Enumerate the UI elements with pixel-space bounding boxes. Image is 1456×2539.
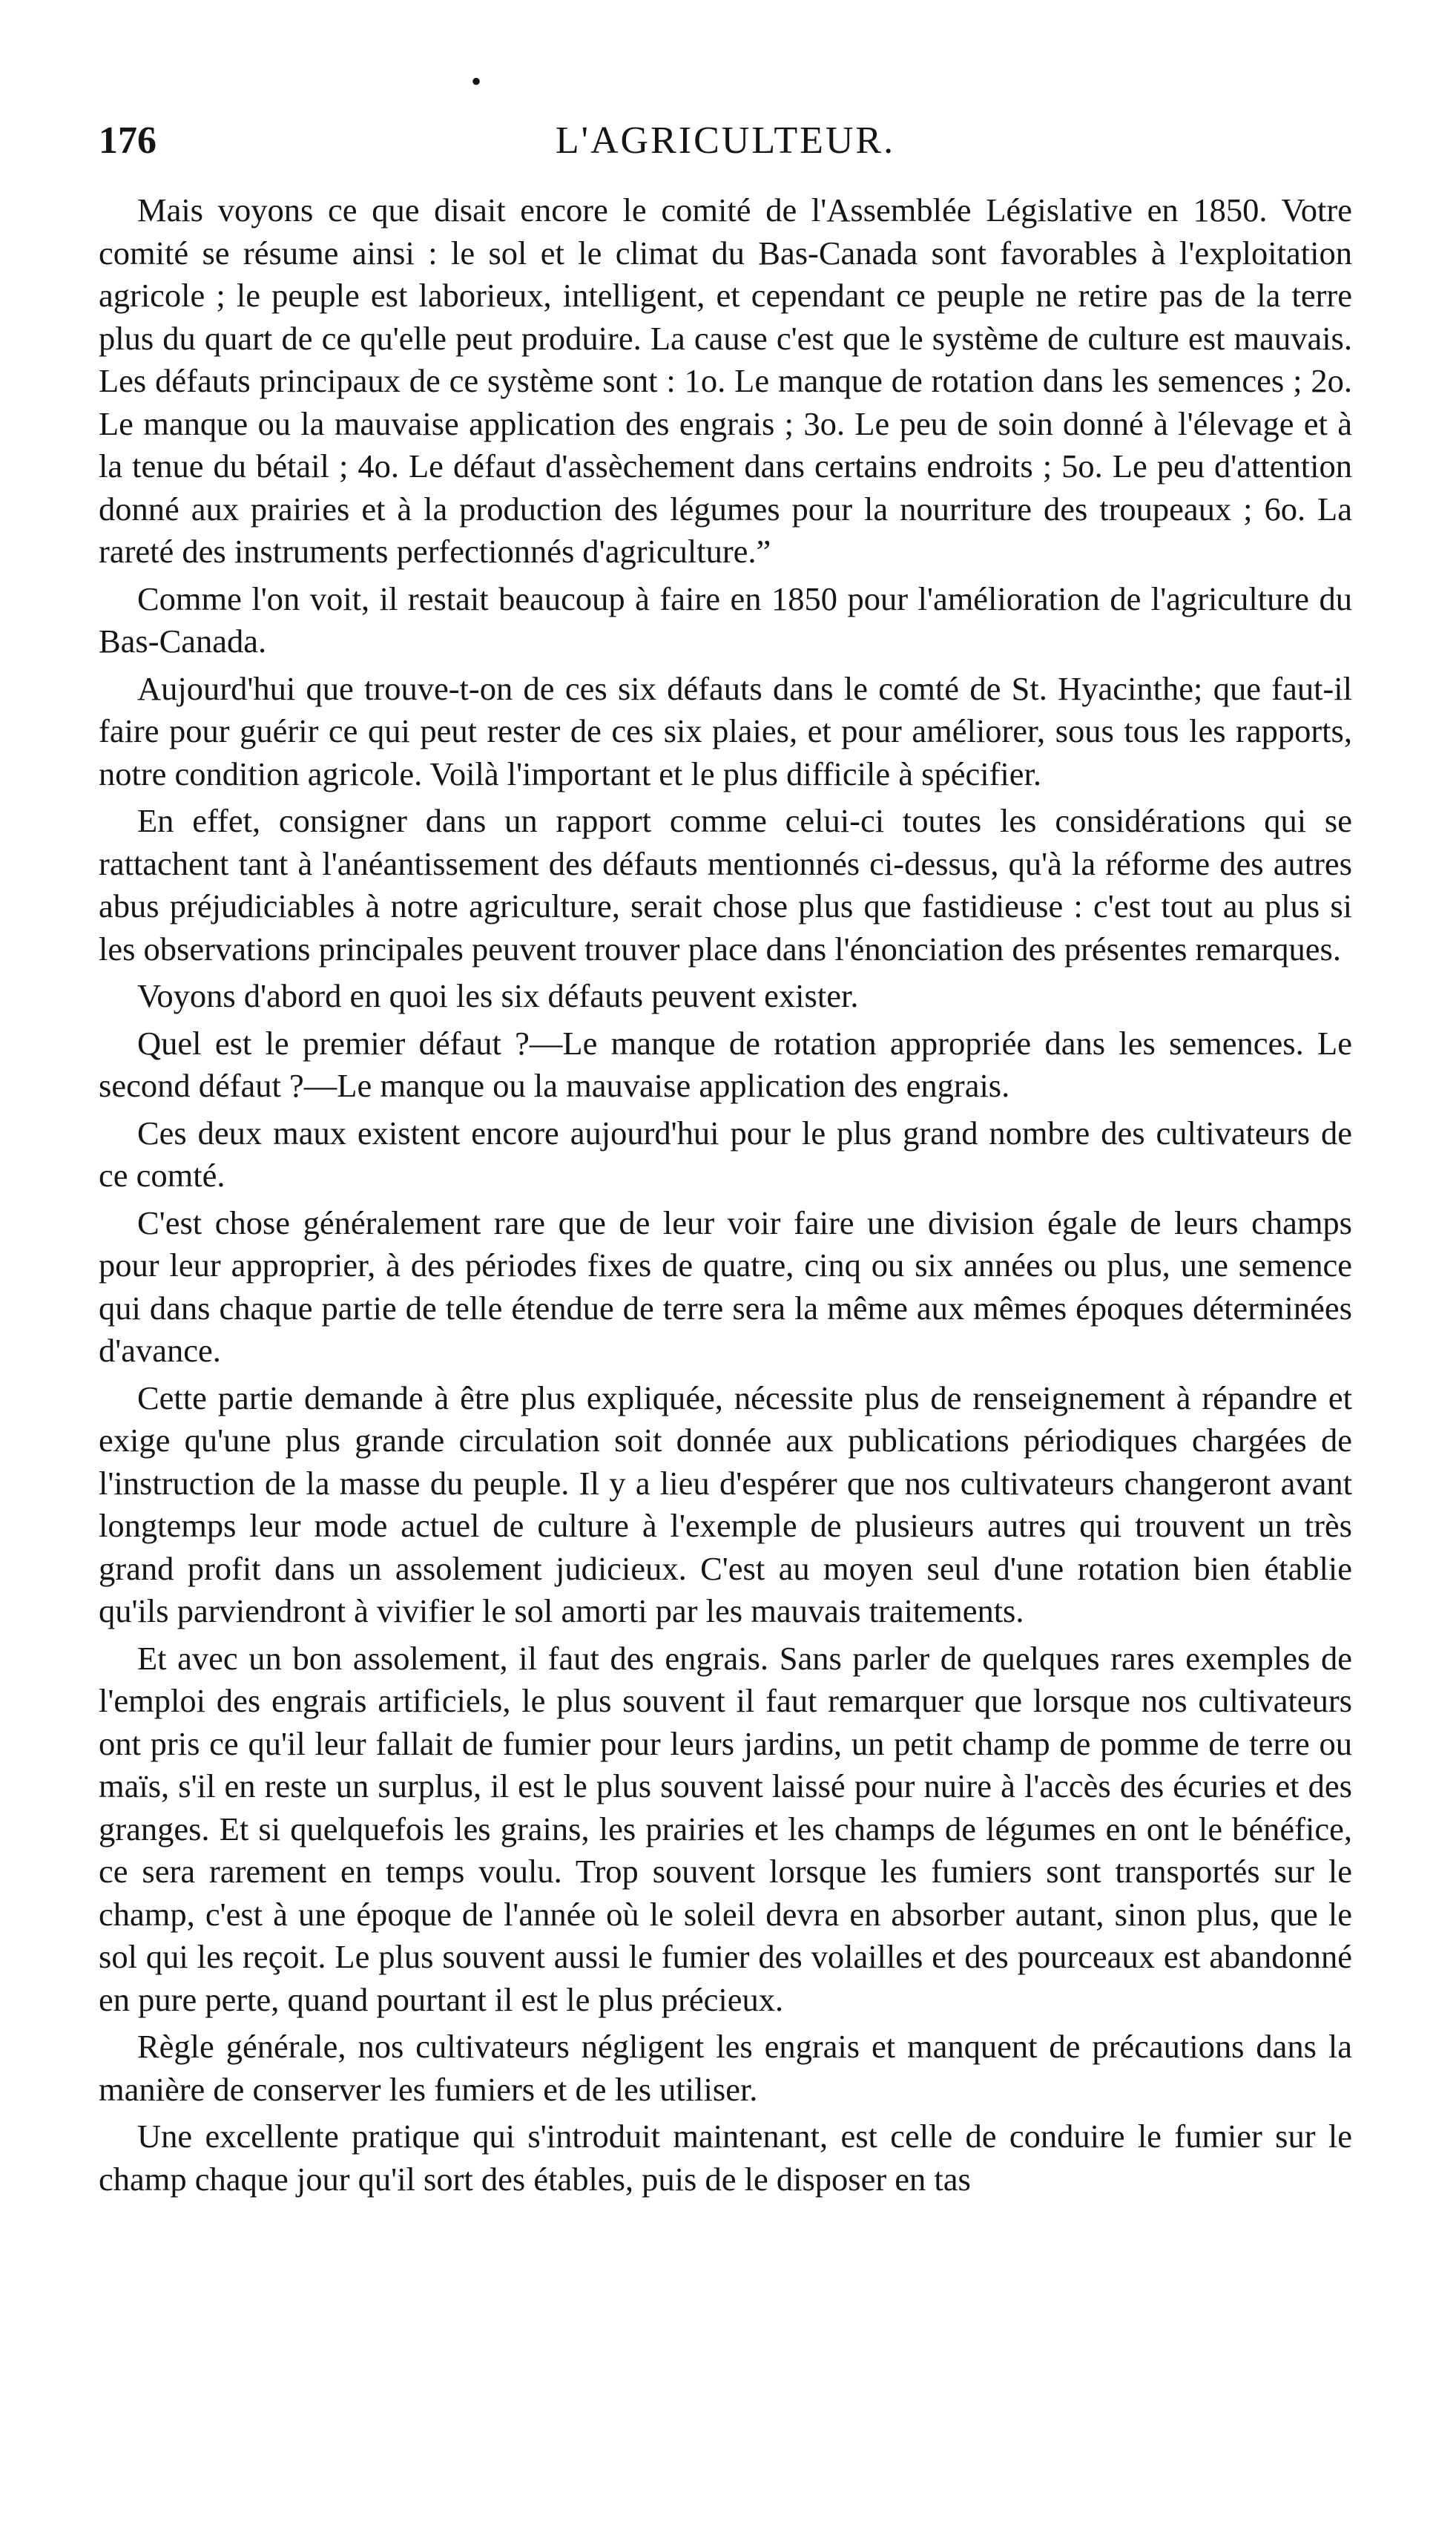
paragraph: Quel est le premier défaut ?—Le manque de rotation appropriée dans les semences. Le second défaut ?—Le manque ou la mauvaise application des engrais. — [99, 1024, 1352, 1104]
paragraph: Et avec un bon assolement, il faut des engrais. Sans parler de quelques rares exemples de l'emploi des engrais artificiels, le plus souvent il faut remarquer que lorsque nos cultivateurs ont pris ce qu'il leur fallait de fumier pour leurs jardins, un petit champ de pomme de terre ou maïs, s'il en reste un surplus, il est le plus souvent laissé pour nuire à l'accès des écuries et des granges. Et si quelquefois les grains, les prairies et les champs de légumes en ont le bénéfice, ce sera rarement en temps voulu. Trop souvent lorsque les fumiers sont transportés sur le champ, c'est à une époque de l'année où le soleil devra en absorber autant, sinon plus, que le sol qui les reçoit. Le plus souvent aussi le fumier des volailles et des pourceaux est abandonné en pure perte, quand pourtant il est le plus précieux. — [99, 1639, 1352, 2018]
paragraph: Règle générale, nos cultivateurs négligent les engrais et manquent de précautions dans la manière de conserver les fumiers et de les utiliser. — [99, 2028, 1352, 2108]
page-marker: • — [471, 65, 482, 98]
page-header — [99, 111, 1352, 171]
paragraph: Comme l'on voit, il restait beaucoup à faire en 1850 pour l'amélioration de l'agriculture du Bas-Canada. — [99, 579, 1352, 660]
paragraph: Voyons d'abord en quoi les six défauts peuvent exister. — [137, 977, 859, 1014]
running-title: L'AGRICULTEUR. — [555, 119, 896, 162]
page-body — [99, 189, 1352, 2205]
paragraph: Ces deux maux existent encore aujourd'hui pour le plus grand nombre des cultivateurs de ce comté. — [99, 1114, 1352, 1194]
paragraph: En effet, consigner dans un rapport comme celui-ci toutes les considérations qui se rattachent tant à l'anéantissement des défauts mentionnés ci-dessus, qu'à la réforme des autres abus préjudiciables à notre agriculture, serait chose plus que fastidieuse : c'est tout au plus si les observations principales peuvent trouver place dans l'énonciation des présentes remarques. — [99, 802, 1352, 968]
paragraph: C'est chose généralement rare que de leur voir faire une division égale de leurs champs pour leur approprier, à des périodes fixes de quatre, cinq ou six années ou plus, une semence qui dans chaque partie de telle étendue de terre sera la même aux mêmes époques déterminées d'avance. — [99, 1203, 1352, 1369]
page-number: 176 — [99, 119, 157, 162]
paragraph: Mais voyons ce que disait encore le comité de l'Assemblée Législative en 1850. Votre comité se résume ainsi : le sol et le climat du Bas-Canada sont favorables à l'exploitation agricole ; le peuple est laborieux, intelligent, et cependant ce peuple ne retire pas de la terre plus du quart de ce qu'elle peut produire. La cause c'est que le système de culture est mauvais. Les défauts principaux de ce système sont : 1o. Le manque de rotation dans les semences ; 2o. Le manque ou la mauvaise application des engrais ; 3o. Le peu de soin donné à l'élevage et à la tenue du bétail ; 4o. Le défaut d'assèchement dans certains endroits ; 5o. Le peu d'attention donné aux prairies et à la production des légumes pour la nourriture des troupeaux ; 6o. La rareté des instruments perfectionnés d'agriculture.” — [99, 191, 1352, 570]
paragraph: Aujourd'hui que trouve-t-on de ces six défauts dans le comté de St. Hyacinthe; que faut-il faire pour guérir ce qui peut rester de ces six plaies, et pour améliorer, sous tous les rapports, notre condition agricole. Voilà l'important et le plus difficile à spécifier. — [99, 669, 1352, 792]
paragraph: Une excellente pratique qui s'introduit maintenant, est celle de conduire le fumier sur le champ chaque jour qu'il sort des étables, puis de le disposer en tas — [99, 2118, 1352, 2198]
paragraph: Cette partie demande à être plus expliquée, nécessite plus de renseignement à répandre et exige qu'une plus grande circulation soit donnée aux publications périodiques chargées de l'instruction de la masse du peuple. Il y a lieu d'espérer que nos cultivateurs changeront avant longtemps leur mode actuel de culture à l'exemple de plusieurs autres qui trouvent un très grand profit dans un assolement judicieux. C'est au moyen seul d'une rotation bien établie qu'ils parviendront à vivifier le sol amorti par les mauvais traitements. — [99, 1379, 1352, 1629]
